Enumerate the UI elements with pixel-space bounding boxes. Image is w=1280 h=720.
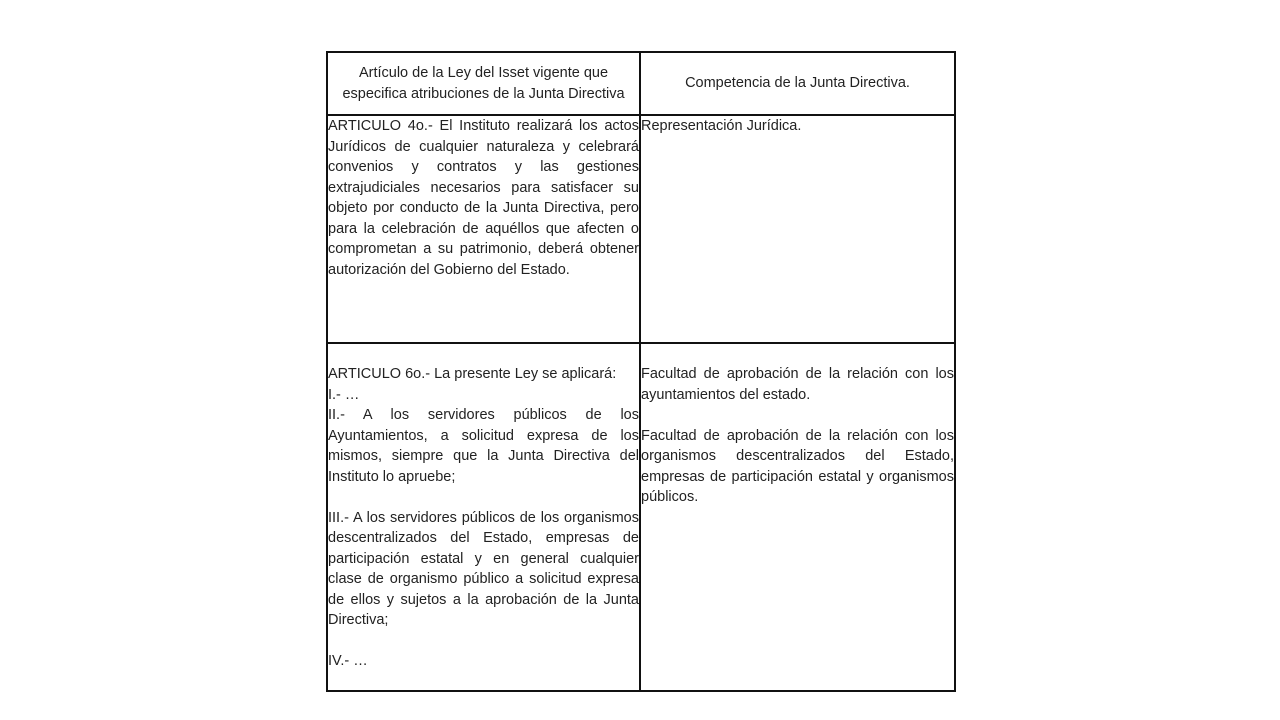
header-cell-article — [327, 52, 640, 115]
header-cell-competence — [640, 52, 955, 115]
article-6-intro: ARTICULO 6o.- La presente Ley se aplicará: — [328, 366, 617, 382]
paragraph-gap — [328, 631, 639, 652]
article-6-item-i: I.- … — [328, 386, 360, 403]
competence-legal-representation: Representación Jurídica. — [641, 118, 802, 134]
competence-cell — [640, 343, 955, 691]
article-6-item-iv: IV.- … — [328, 653, 368, 669]
competence-cell — [640, 115, 955, 343]
article-4-text: ARTICULO 4o.- El Instituto realizará los actos Jurídicos de cualquier naturaleza y celebrará convenios y contratos y las gestiones extrajudiciales necesarios para satisfacer su objeto por conducto de la Junta Directiva, pero para la celebración de aquéllos que afecten o comprometan a su patrimonio, deberá obtener autorización del Gobierno del Estado. — [328, 118, 639, 278]
competence-organismos: Facultad de aprobación de la relación con los organismos descentralizados del Estado, empresas de participación estatal y organismos públicos. — [641, 427, 954, 505]
table-header-row — [327, 52, 955, 115]
table-row — [327, 343, 955, 691]
competence-ayuntamientos: Facultad de aprobación de la relación con los ayuntamientos del estado. — [641, 366, 954, 403]
competence-table — [326, 51, 956, 692]
article-6-item-iii: III.- A los servidores públicos de los organismos descentralizados del Estado, empresas de participación estatal y en general cualquier clase de organismo público a solicitud expresa de ellos y sujetos a la aprobación de la Junta Directiva; — [328, 509, 639, 628]
article-6-item-ii: II.- A los servidores públicos de los Ayuntamientos, a solicitud expresa de los mismos, siempre que la Junta Directiva del Instituto lo apruebe; — [328, 407, 639, 485]
article-4-cell — [327, 115, 640, 343]
header-article-label: Artículo de la Ley del Isset vigente que especifica atribuciones de la Junta Directiva — [342, 65, 625, 102]
header-competence-label: Competencia de la Junta Directiva. — [685, 75, 910, 92]
article-6-cell — [327, 343, 640, 691]
paragraph-gap — [328, 487, 639, 508]
paragraph-gap — [641, 405, 954, 426]
table-row — [327, 115, 955, 343]
